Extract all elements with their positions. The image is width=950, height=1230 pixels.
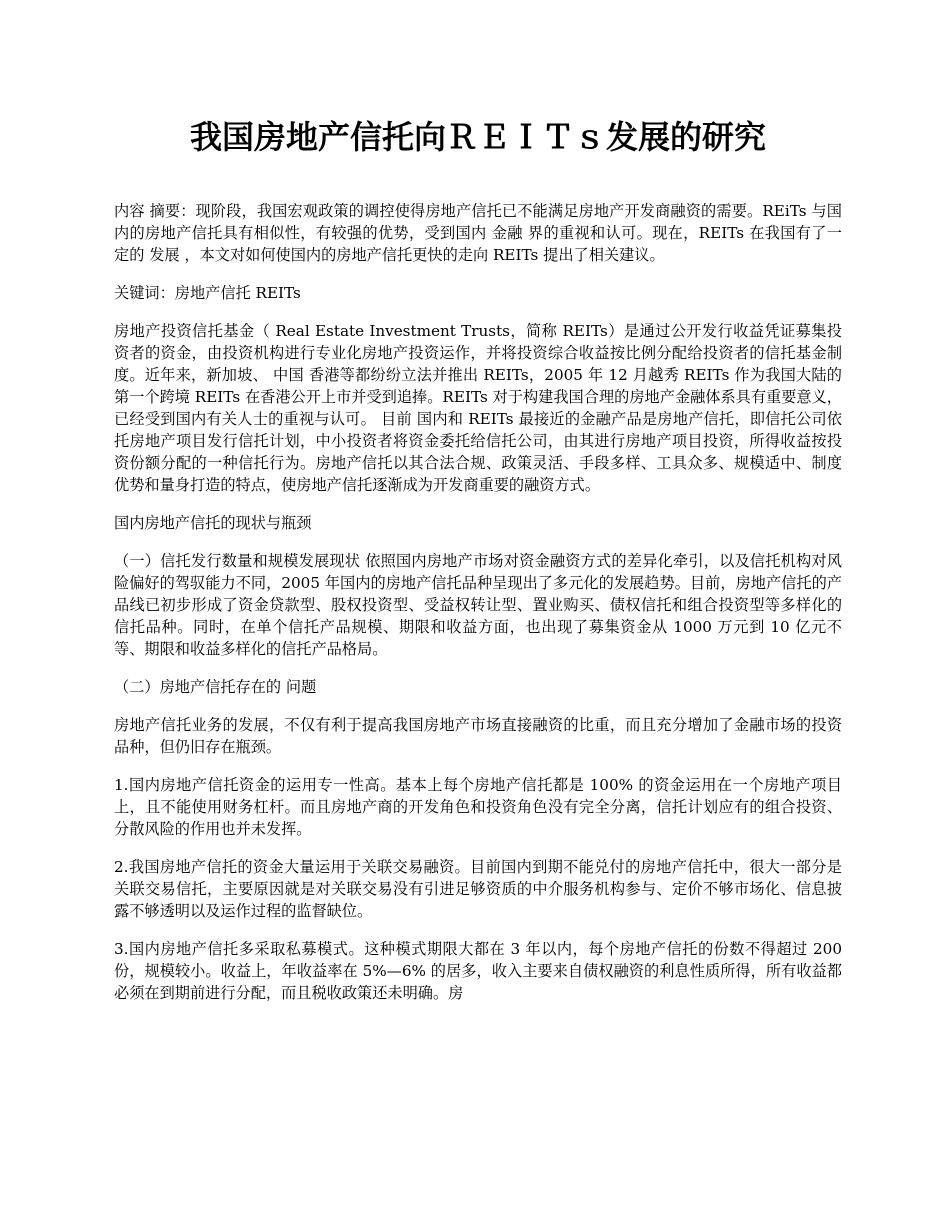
problem-item-2: 2.我国房地产信托的资金大量运用于关联交易融资。目前国内到期不能兑付的房地产信托中，很大一部分是关联交易信托，主要原因就是对关联交易没有引进足够资质的中介服务机构参与、定价不够市场化、信息披露不够透明以及运作过程的监督缺位。 [114, 858, 842, 920]
abstract-paragraph: 内容 摘要：现阶段，我国宏观政策的调控使得房地产信托已不能满足房地产开发商融资的需要。REiTs 与国内的房地产信托具有相似性，有较强的优势，受到国内 金融 界的重视和认可。现在，REITs 在我国有了一定的 发展 ，本文对如何使国内的房地产信托更快的走向 REITs 提出了相关建议。 [114, 202, 842, 264]
section-heading: 国内房地产信托的现状与瓶颈 [114, 514, 312, 532]
subsection-one-paragraph: （一）信托发行数量和规模发展现状 依照国内房地产市场对资金融资方式的差异化牵引，以及信托机构对风险偏好的驾驭能力不同，2005 年国内的房地产信托品种呈现出了多元化的发展趋势。目前，房地产信托的产品线已初步形成了资金贷款型、股权投资型、受益权转让型、置业购买、债权信托和组合投资型等多样化的信托品种。同时，在单个信托产品规模、期限和收益方面，也出现了募集资金从 1000 万元到 10 亿元不等、期限和收益多样化的信托产品格局。 [114, 552, 842, 658]
document-page [114, 112, 842, 1020]
problem-item-1: 1.国内房地产信托资金的运用专一性高。基本上每个房地产信托都是 100% 的资金运用在一个房地产项目上，且不能使用财务杠杆。而且房地产商的开发角色和投资角色没有完全分离，信托计划应有的组合投资、分散风险的作用也并未发挥。 [114, 776, 842, 838]
keywords-paragraph: 关键词：房地产信托 REITs [114, 284, 301, 302]
subsection-two-heading: （二）房地产信托存在的 问题 [114, 678, 317, 696]
document-title: 我国房地产信托向ＲＥＩＴｓ发展的研究 [189, 118, 766, 156]
problem-item-3: 3.国内房地产信托多采取私募模式。这种模式期限大都在 3 年以内，每个房地产信托的份数不得超过 200 份，规模较小。收益上，年收益率在 5%—6% 的居多，收入主要来自债权融资的利息性质所得，所有收益都必须在到期前进行分配，而且税收政策还未明确。房 [114, 940, 842, 1002]
intro-paragraph: 房地产投资信托基金（ Real Estate Investment Trusts，简称 REITs）是通过公开发行收益凭证募集投资者的资金，由投资机构进行专业化房地产投资运作，并将投资综合收益按比例分配给投资者的信托基金制度。近年来，新加坡、 中国 香港等都纷纷立法并推出 REITs，2005 年 12 月越秀 REITs 作为我国大陆的第一个跨境 REITs 在香港公开上市并受到追捧。REITs 对于构建我国合理的房地产金融体系具有重要意义，已经受到国内有关人士的重视与认可。 目前 国内和 REITs 最接近的金融产品是房地产信托，即信托公司依托房地产项目发行信托计划，中小投资者将资金委托给信托公司，由其进行房地产项目投资，所得收益按投资份额分配的一种信托行为。房地产信托以其合法合规、政策灵活、手段多样、工具众多、规模适中、制度优势和量身打造的特点，使房地产信托逐渐成为开发商重要的融资方式。 [114, 322, 842, 494]
problem-intro-paragraph: 房地产信托业务的发展，不仅有利于提高我国房地产市场直接融资的比重，而且充分增加了金融市场的投资品种，但仍旧存在瓶颈。 [114, 716, 842, 756]
